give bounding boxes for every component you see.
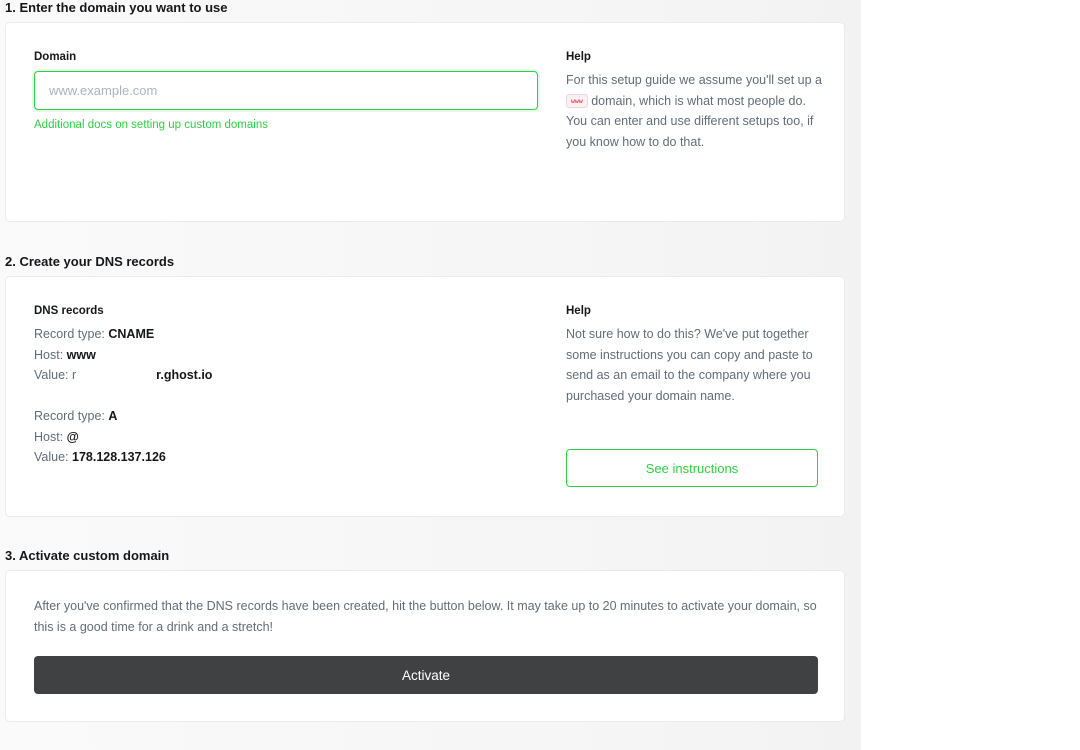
custom-domain-docs-link[interactable]: Additional docs on setting up custom domains xyxy=(34,119,268,131)
cname-host-row xyxy=(34,345,212,366)
domain-help-text xyxy=(566,70,828,152)
a-type-row xyxy=(34,406,166,427)
step2-title: 2. Create your DNS records xyxy=(5,254,175,269)
dns-help-text: Not sure how to do this? We've put together some instructions you can copy and paste to send as an email to the company where you purchased your domain name. xyxy=(566,327,813,403)
a-record-value: 178.128.137.126 xyxy=(72,450,166,464)
help-text-start: For this setup guide we assume you'll set up a xyxy=(566,73,822,87)
record-type-value: CNAME xyxy=(108,327,155,341)
host-label: Host: xyxy=(34,347,64,362)
dns-card xyxy=(5,276,845,517)
cname-value: r.ghost.io xyxy=(156,368,213,382)
www-code-chip: www xyxy=(566,94,588,108)
activate-description: After you've confirmed that the DNS records have been created, hit the button below. It may take up to 20 minutes to activate your domain, so this is a good time for a drink and a stretch! xyxy=(34,599,817,634)
record-type-label: Record type: xyxy=(34,409,105,423)
cname-type-row xyxy=(34,324,212,345)
a-value-row xyxy=(34,447,166,468)
domain-input[interactable] xyxy=(34,71,538,110)
step3-title: 3. Activate custom domain xyxy=(5,548,170,563)
help-label: Help xyxy=(566,305,591,317)
help-label: Help xyxy=(566,51,591,63)
a-record xyxy=(34,406,166,468)
help-text-end: domain, which is what most people do. You can enter and use different setups too, if you know how to do that. xyxy=(566,93,814,149)
step1-title: 1. Enter the domain you want to use xyxy=(5,0,228,15)
value-label: Value: xyxy=(34,368,69,382)
host-value: @ xyxy=(66,429,79,444)
cname-record xyxy=(34,324,212,386)
activate-button[interactable]: Activate xyxy=(34,656,818,694)
record-type-value: A xyxy=(108,409,118,423)
domain-label: Domain xyxy=(34,51,77,63)
value-label: Value: xyxy=(34,450,69,464)
host-value: www xyxy=(66,347,96,362)
cname-value-row xyxy=(34,365,212,386)
a-host-row xyxy=(34,427,166,448)
dns-records-label: DNS records xyxy=(34,305,104,317)
activate-card xyxy=(5,570,845,722)
domain-card xyxy=(5,22,845,222)
value-prefix: r xyxy=(72,368,77,382)
host-label: Host: xyxy=(34,429,64,444)
record-type-label: Record type: xyxy=(34,327,105,341)
see-instructions-button[interactable]: See instructions xyxy=(566,449,818,487)
